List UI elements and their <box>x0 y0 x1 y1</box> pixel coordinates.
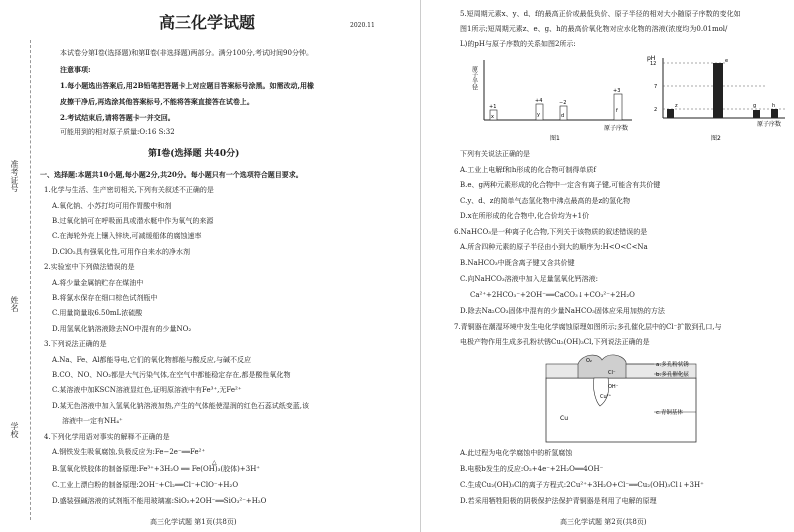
question-line: D.盛装强碱溶液的试剂瓶不能用玻璃塞:SiO₂+2OH⁻══SiO₃²⁻+H₂O <box>52 497 267 505</box>
fig2-tick-label: 2 <box>654 107 658 113</box>
fig2-bar-elem: h <box>772 103 776 109</box>
fig1-bar-elem: x <box>491 114 494 120</box>
question-line: 5.短周期元素x、y、d、f的最高正价或最低负价、原子半径的相对大小随原子序数的变化如 <box>460 10 741 18</box>
marker-cl: Cl⁻ <box>608 370 616 376</box>
fig1-xlabel: 原子序数 <box>604 125 629 132</box>
fig1-bar <box>613 88 622 120</box>
question-line: 2.实验室中下列做法错误的是 <box>44 263 135 271</box>
fig2-tick-label: 12 <box>650 61 657 67</box>
marker-cu2: Cu²⁺ <box>600 394 612 400</box>
question-line: B.CO、NO、NO₂都是大气污染气体,在空气中都能稳定存在,都是酸性氧化物 <box>52 371 291 379</box>
note-line: 1.每小题选出答案后,用2B铅笔把答题卡上对应题目答案标号涂黑。如需改动,用橡 <box>60 81 314 90</box>
marker-o2: O₂ <box>586 358 592 364</box>
question-line: A.将少量金属钠贮存在煤油中 <box>52 279 144 287</box>
question-line: D.x在所形成的化合物中,化合价均为+1价 <box>460 212 590 220</box>
question-line: 电极产物作用生成多孔粉状锈Cu₂(OH)₃Cl,下列说法正确的是 <box>460 338 650 346</box>
fig1-bar-elem: f <box>616 108 618 114</box>
figure-2-chart <box>645 54 790 144</box>
question-line: D.某无色溶液中加入氢氧化钠溶液加热,产生的气体能使湿润的红色石蕊试纸变蓝,该 <box>52 402 310 410</box>
right-page <box>420 0 794 532</box>
question-line: D.除去Na₂CO₃固体中混有的少量NaHCO₃固体应采用加热的方法 <box>460 307 665 315</box>
figure-1-chart <box>472 54 642 144</box>
question-line: A.Na、Fe、Al都能导电,它们的氧化物都能与酸反应,与碱不反应 <box>52 356 251 364</box>
label-bronze: c:青铜基体 <box>656 410 683 416</box>
fig1-bar-value: +1 <box>489 104 497 110</box>
fig2-bar <box>753 103 760 118</box>
atomic-mass: 可能用到的相对原子质量:O:16 S:32 <box>60 128 175 136</box>
fig1-bar <box>489 104 497 120</box>
fig2-bar-elem: g <box>753 103 757 109</box>
fig2-ylabel: pH <box>647 55 656 62</box>
question-line: C.向NaHCO₃溶液中加入足量氢氧化钙溶液: <box>460 275 598 283</box>
question-line: 图1所示;短周期元素z、e、g、h的最高价氧化物对应水化物的溶液(浓度均为0.01mol/ <box>460 25 728 33</box>
question-line: 3.下列说法正确的是 <box>44 340 107 348</box>
fig1-ylabel: 原子半径 <box>470 66 478 90</box>
intro-text: 本试卷分第Ⅰ卷(选择题)和第Ⅱ卷(非选择题)两部分。满分100分,考试时间90分钟。 <box>60 49 313 57</box>
question-line: C.y、d、z的简单气态氢化物中沸点最高的是z的氢化物 <box>460 197 631 205</box>
notes-title: 注意事项: <box>60 65 91 74</box>
question-line: 4.下列化学用语对事实的解释不正确的是 <box>44 433 170 441</box>
exam-date: 2020.11 <box>350 22 375 29</box>
question-line: 下列有关说法正确的是 <box>460 150 530 158</box>
fig1-bar-value: −2 <box>559 100 567 106</box>
page-footer: 高三化学试题 第2页(共8页) <box>560 518 647 526</box>
question-line: C.在海轮外壳上镶入锌块,可减缓船体的腐蚀速率 <box>52 232 202 240</box>
question-line: C.生成Cu₂(OH)₃Cl的离子方程式:2Cu²⁺+3H₂O+Cl⁻══Cu₂(OH)₃Cl↓+3H⁺ <box>460 481 704 489</box>
page-title: 高三化学试题 <box>159 13 256 32</box>
question-line: B.过氧化钠可在呼吸面具或潜水艇中作为氧气的来源 <box>52 217 214 225</box>
question-line: 7.青铜器在潮湿环境中发生电化学腐蚀原理如图所示;多孔催化层中的Cl⁻扩散到孔口,与 <box>454 323 722 331</box>
fig1-bar-value: +4 <box>535 98 543 104</box>
fig2-bar <box>667 103 678 118</box>
fig2-bar-elem: z <box>675 103 678 109</box>
question-line: 溶液中一定有NH₄⁺ <box>62 417 123 425</box>
gutter-label-school: 学校 <box>10 422 19 438</box>
question-line: A.钢铁发生吸氧腐蚀,负极反应为:Fe−2e⁻══Fe²⁺ <box>52 448 206 456</box>
question-line: A.此过程为电化学腐蚀中的析氢腐蚀 <box>460 449 573 457</box>
question-line: L)的pH与原子序数的关系如图2所示: <box>460 40 576 48</box>
question-line: 6.NaHCO₃是一种离子化合物,下列关于该物质的叙述错误的是 <box>454 228 648 236</box>
fig2-bar <box>771 103 778 118</box>
question-line: B.电极b发生的反应:O₂+4e⁻+2H₂O══4OH⁻ <box>460 465 604 473</box>
question-line: 1.化学与生活、生产密切相关,下列有关叙述不正确的是 <box>44 186 214 194</box>
question-line: D.若采用牺牲阳极的阴极保护法保护青铜器是利用了电解的原理 <box>460 497 657 505</box>
question-line: Ca²⁺+2HCO₃⁻+2OH⁻══CaCO₃↓+CO₃²⁻+2H₂O <box>470 291 635 299</box>
fig2-bar-elem: e <box>725 58 729 64</box>
fig1-bar-elem: d <box>561 113 565 119</box>
fig2-caption: 图2 <box>711 135 721 142</box>
fig1-bar-value: +3 <box>613 88 621 94</box>
question-line: A.氧化钠、小苏打均可用作胃酸中和剂 <box>52 202 172 210</box>
fig1-caption: 图1 <box>550 135 560 142</box>
label-rust: a:多孔粉状锈 <box>656 362 689 368</box>
marker-oh: OH⁻ <box>608 384 619 390</box>
question-line: D.ClO₂具有强氧化性,可用作自来水的净水剂 <box>52 248 190 256</box>
question-line: A.工业上电解f和h形成的化合物可制得单质f <box>460 166 596 174</box>
figure-3-corrosion-diagram <box>538 350 738 445</box>
page-footer: 高三化学试题 第1页(共8页) <box>150 518 237 526</box>
marker-cu: Cu <box>560 415 568 422</box>
fig1-bar <box>559 100 567 120</box>
question-line: C.用量筒量取6.50mL浓硫酸 <box>52 309 143 317</box>
section-title: 第Ⅰ卷(选择题 共40分) <box>148 149 240 159</box>
fig1-bar-elem: y <box>537 112 540 118</box>
question-line: B.NaHCO₃中既含离子键又含共价键 <box>460 259 575 267</box>
question-line: D.用氢氧化钠溶液除去NO中混有的少量NO₂ <box>52 325 192 333</box>
question-line: B.将氯水保存在细口棕色试剂瓶中 <box>52 294 158 302</box>
note-line: 2.考试结束后,请将答题卡一并交回。 <box>60 113 175 122</box>
question-line: C.工业上漂白粉的制备原理:2OH⁻+Cl₂══Cl⁻+ClO⁻+H₂O <box>52 481 239 489</box>
fig1-bar <box>535 98 543 120</box>
fig2-tick-label: 7 <box>654 84 658 90</box>
fig2-xlabel: 原子序数 <box>757 121 782 128</box>
gutter-label-exam-id: 准考证号 <box>10 160 19 192</box>
question-line: B.氢氧化铁胶体的制备原理:Fe³⁺+3H₂O ══ Fe(OH)₃(胶体)+3H⁺ <box>52 465 261 473</box>
question-line: A.所含四种元素的原子半径由小到大的顺序为:H<O<C<Na <box>460 243 648 251</box>
question-line: B.e、g两种元素形成的化合物中一定含有离子键,可能含有共价键 <box>460 181 661 189</box>
section-instructions: 一、选择题:本题共10小题,每小题2分,共20分。每小题只有一个选项符合题目要求。 <box>40 170 303 179</box>
gutter-label-name: 姓名 <box>10 296 19 312</box>
label-catalyst: b:多孔催化层 <box>656 372 689 378</box>
question-line: C.某溶液中加KSCN溶液显红色,证明原溶液中有Fe³⁺,无Fe²⁺ <box>52 386 242 394</box>
note-line: 皮擦干净后,再选涂其他答案标号,不能将答案直接答在试卷上。 <box>60 97 254 106</box>
fig2-bar <box>713 58 728 118</box>
heat-symbol: △ <box>212 459 217 466</box>
